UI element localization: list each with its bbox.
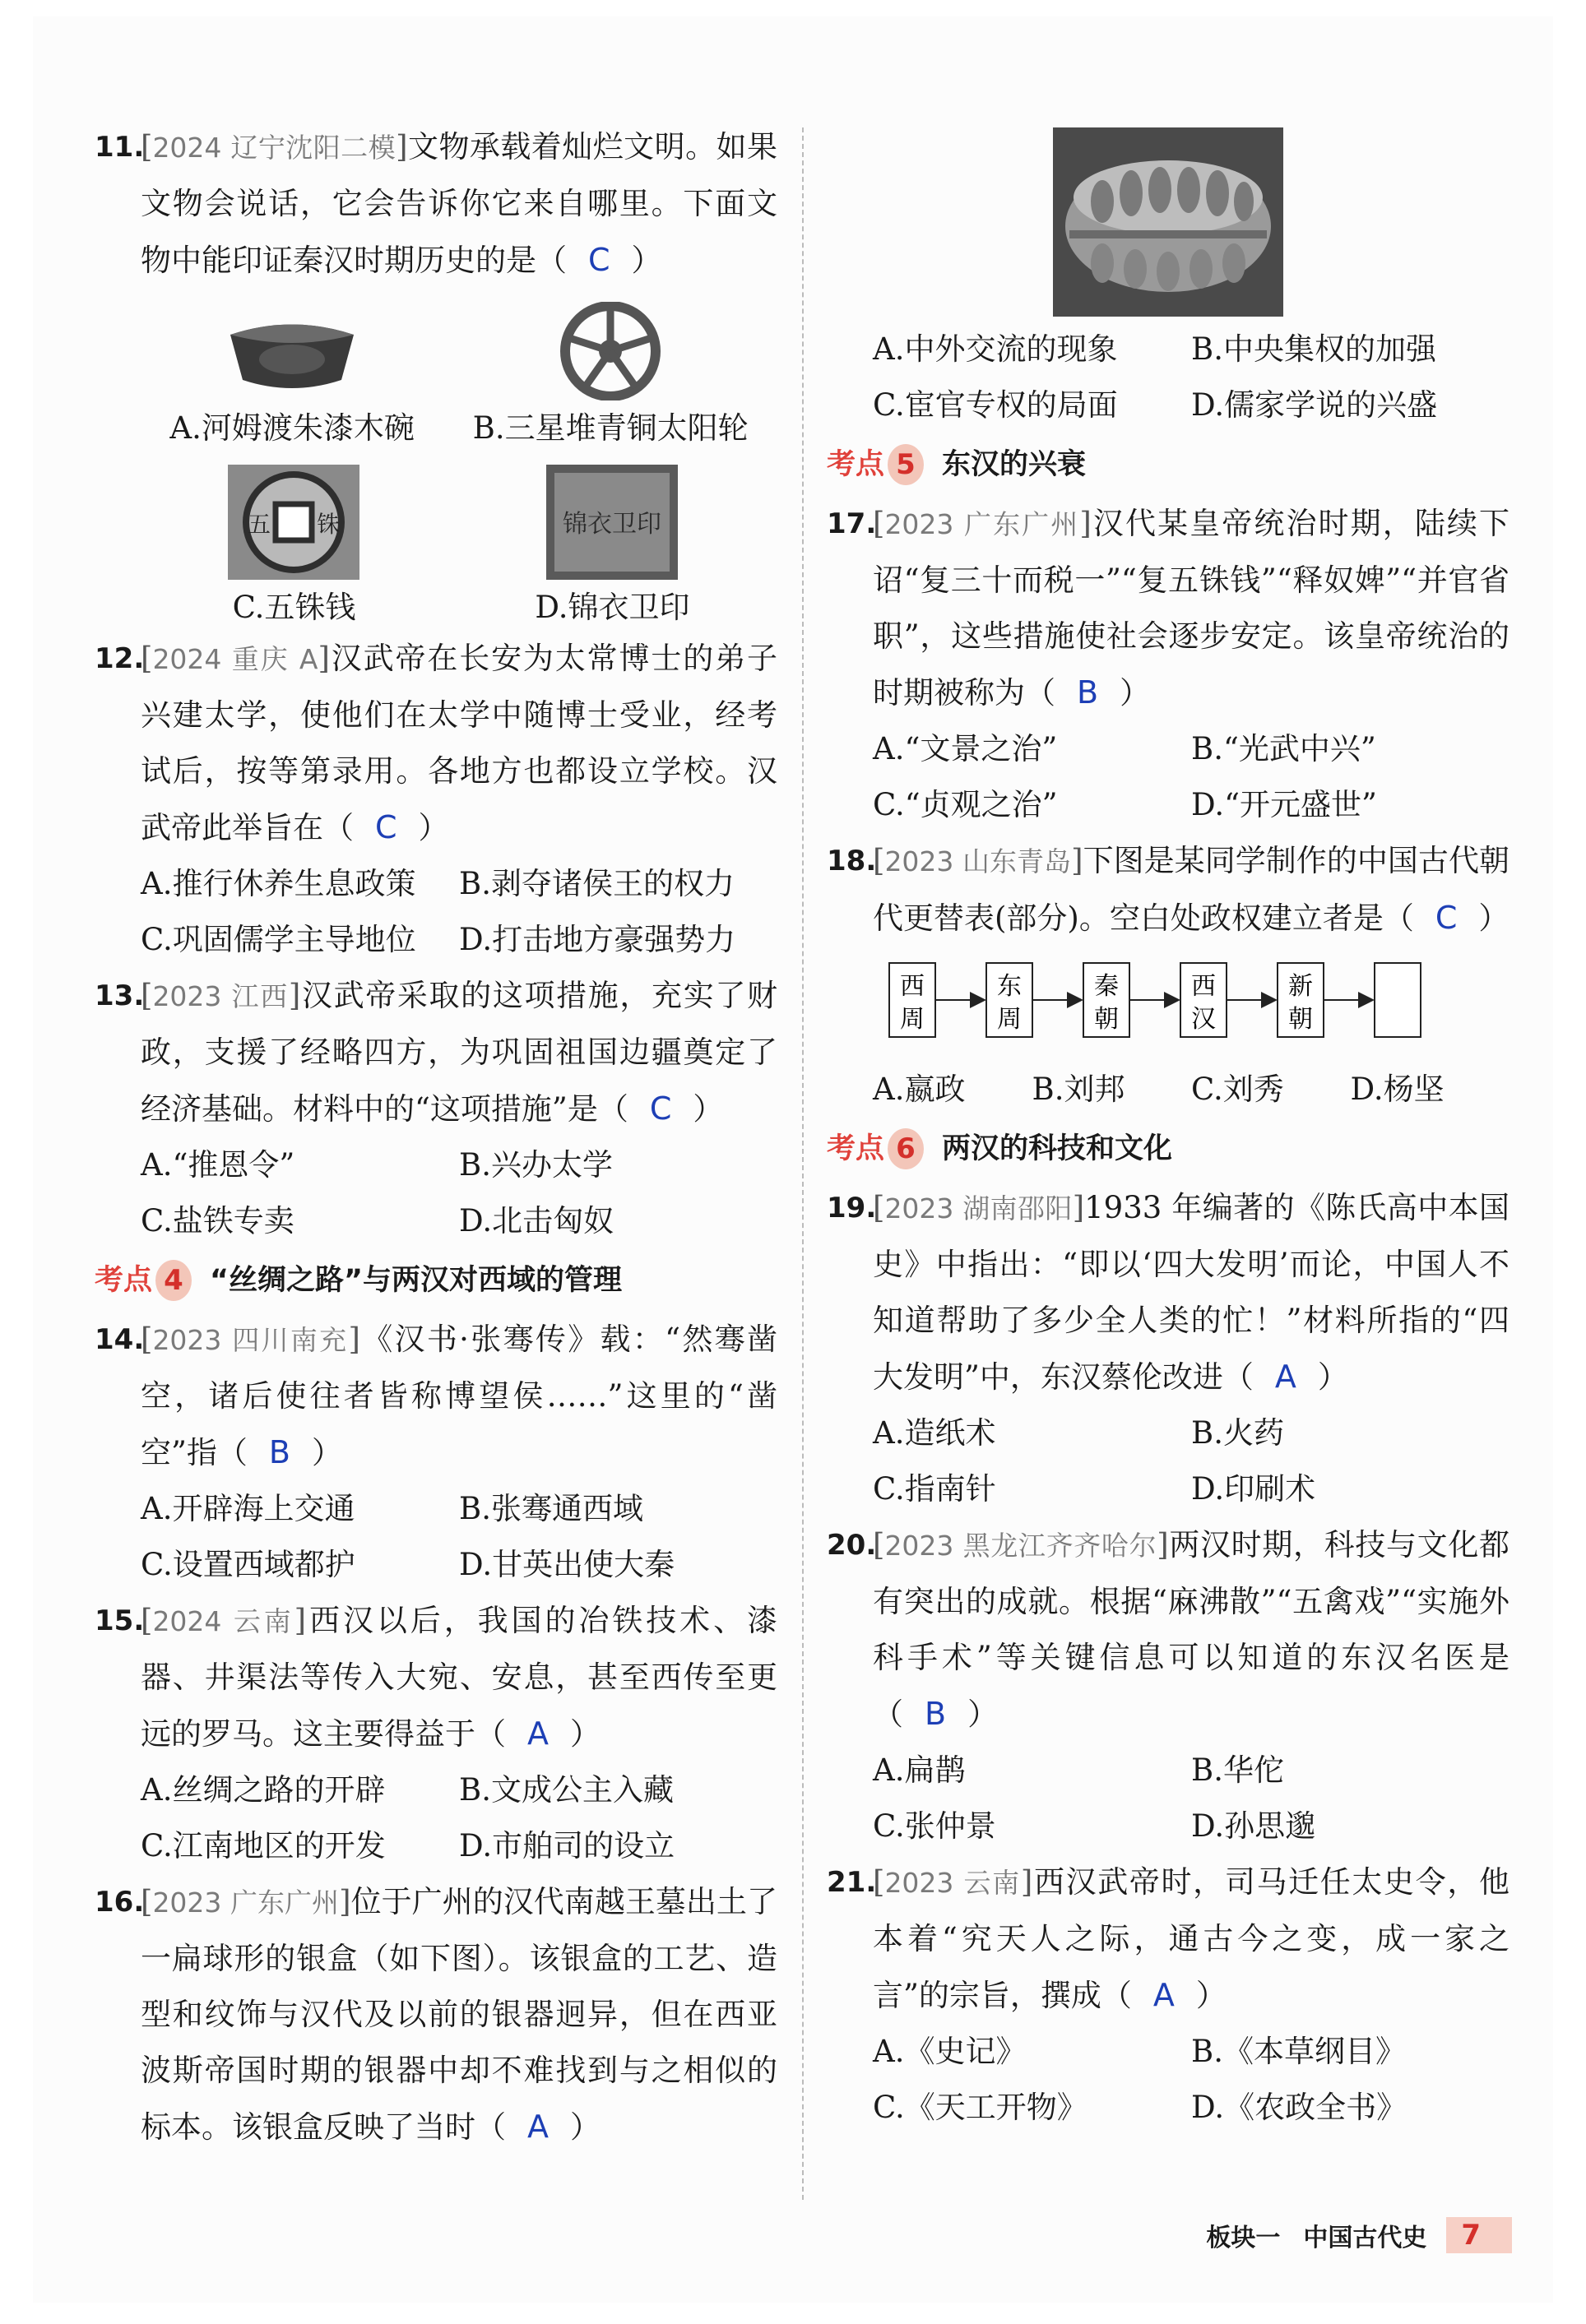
option-c: C.五铢钱	[232, 590, 356, 625]
option-c: C.《天工开物》	[873, 2090, 1087, 2125]
option-a: A.造纸术	[873, 1415, 996, 1451]
svg-text:汉: 汉	[1191, 1005, 1216, 1034]
question-number: 18.	[827, 845, 877, 877]
question-number: 17.	[827, 507, 877, 540]
section-title: 两汉的科技和文化	[942, 1132, 1173, 1165]
option-a: A.“推恩令”	[141, 1147, 295, 1183]
question-source: 2024 重庆 A	[152, 643, 318, 675]
option-c: C.张仲景	[873, 1808, 996, 1844]
section-number-badge: 5	[888, 444, 924, 485]
option-c: C.盐铁专卖	[141, 1203, 294, 1238]
option-d: D.打击地方豪强势力	[459, 922, 736, 957]
section-tag: 考点	[95, 1264, 153, 1297]
bronze-sun-wheel-image	[540, 302, 680, 400]
option-b: B.三星堆青铜太阳轮	[472, 410, 749, 446]
question-source: 2023 云南	[884, 1867, 1021, 1899]
question-number: 16.	[95, 1886, 145, 1919]
answer: B	[268, 1434, 290, 1470]
question-11: 11. [2024 辽宁沈阳二模]文物承载着灿烂文明。如果文物会说话，它会告诉你它来自哪里。下面文物中能印证秦汉时期历史的是（ C ） A.河姆渡朱漆木碗 B.三星堆青铜太阳轮 五 铢 C.五铢钱 锦衣卫印 D.锦衣卫印	[95, 119, 777, 631]
svg-text:秦: 秦	[1094, 972, 1119, 1001]
timeline-box-4	[1180, 963, 1227, 1037]
option-d: D.“开元盛世”	[1191, 787, 1377, 822]
option-c: C.巩固儒学主导地位	[141, 922, 416, 957]
option-b: B.文成公主入藏	[459, 1772, 674, 1808]
question-19: 19. [2023 湖南邵阳]1933 年编著的《陈氏高中本国史》中指出：“即以‘四大发明’而论，中国人不知道帮助了多少全人类的忙！”材料所指的“四大发明”中，东汉蔡伦改进（ A ） A.造纸术 B.火药 C.指南针 D.印刷术	[827, 1180, 1509, 1517]
section-heading-4	[95, 1252, 777, 1308]
section-title: 东汉的兴衰	[942, 448, 1087, 481]
answer: C	[649, 1090, 672, 1127]
section-heading-6	[827, 1121, 1509, 1177]
svg-text:周: 周	[997, 1005, 1022, 1034]
artifact-images-row-2	[141, 465, 777, 631]
option-c: C.宦官专权的局面	[873, 387, 1118, 423]
question-source: 2023 四川南充	[152, 1324, 349, 1356]
option-d: D.孙思邈	[1191, 1808, 1316, 1844]
question-source: 2023 江西	[152, 980, 289, 1012]
option-a: A.中外交流的现象	[873, 331, 1118, 367]
option-a: A.《史记》	[873, 2034, 1027, 2069]
option-d: D.锦衣卫印	[535, 590, 690, 625]
question-16: 16. [2023 广东广州]位于广州的汉代南越王墓出土了一扁球形的银盒（如下图）。该银盒的工艺、造型和纹饰与汉代及以前的银器迥异，但在西亚波斯帝国时期的银器中却不难找到与之相似的标本。该银盒反映了当时（ A ）	[95, 1874, 777, 2155]
option-b: B.张骞通西域	[459, 1491, 643, 1526]
option-b: B.《本草纲目》	[1191, 2034, 1406, 2069]
question-stem: 1933 年编著的《陈氏高中本国史》中指出：“即以‘四大发明’而论，中国人不知道帮助了多少全人类的忙！”材料所指的“四大发明”中，东汉蔡伦改进	[873, 1190, 1509, 1395]
option-c: C.设置西域都护	[141, 1547, 355, 1582]
section-number-badge: 6	[888, 1128, 924, 1169]
question-stem: 《汉书·张骞传》载：“然骞凿空，诸后使往者皆称博望侯……”这里的“凿空”指	[141, 1322, 777, 1470]
section-tag: 考点	[827, 1132, 885, 1165]
option-d: D.北击匈奴	[459, 1203, 614, 1238]
question-12: 12. [2024 重庆 A]汉武帝在长安为太常博士的弟子兴建太学，使他们在太学中随博士受业，经考试后，按等第录用。各地方也都设立学校。汉武帝此举旨在（ C ） A.推行休养生息政策 B.剥夺诸侯王的权力 C.巩固儒学主导地位 D.打击地方豪强势力	[95, 631, 777, 968]
option-c: C.“贞观之治”	[873, 787, 1058, 822]
svg-text:周: 周	[900, 1005, 925, 1034]
svg-text:朝: 朝	[1094, 1005, 1119, 1034]
coin-right-char: 铢	[317, 511, 341, 538]
question-source: 2023 广东广州	[884, 508, 1080, 540]
page-footer	[1206, 2215, 1512, 2256]
timeline-box-2	[986, 963, 1032, 1037]
option-c: C.指南针	[873, 1471, 996, 1507]
question-18: 18. [2023 山东青岛]下图是某同学制作的中国古代朝代更替表(部分)。空白处政权建立者是（ C ） 西 周 东 周 秦 朝 西 汉 新 朝 A.嬴政 B.刘邦 C.刘秀 D.杨坚	[827, 833, 1509, 1118]
svg-text:东: 东	[997, 972, 1022, 1001]
option-b: B.“光武中兴”	[1191, 731, 1376, 766]
question-stem: 位于广州的汉代南越王墓出土了一扁球形的银盒（如下图）。该银盒的工艺、造型和纹饰与汉代及以前的银器迥异，但在西亚波斯帝国时期的银器中却不难找到与之相似的标本。该银盒反映了当时	[141, 1884, 778, 2145]
question-stem: 汉武帝在长安为太常博士的弟子兴建太学，使他们在太学中随博士受业，经考试后，按等第录用。各地方也都设立学校。汉武帝此举旨在	[141, 641, 777, 845]
section-tag: 考点	[827, 448, 885, 481]
timeline-box-blank	[1375, 963, 1421, 1037]
timeline-box-3	[1083, 963, 1129, 1037]
option-d: D.杨坚	[1350, 1072, 1445, 1107]
coin-left-char: 五	[248, 511, 271, 538]
silver-box-image	[1053, 127, 1283, 317]
question-stem: 两汉时期，科技与文化都有突出的成就。根据“麻沸散”“五禽戏”“实施外科手术”等关键信息可以知道的东汉名医是	[873, 1527, 1509, 1675]
option-b: B.华佗	[1191, 1752, 1284, 1788]
answer: C	[375, 809, 397, 845]
question-20: 20. [2023 黑龙江齐齐哈尔]两汉时期，科技与文化都有突出的成就。根据“麻沸散”“五禽戏”“实施外科手术”等关键信息可以知道的东汉名医是（ B ） A.扁鹊 B.华佗 C.张仲景 D.孙思邈	[827, 1517, 1509, 1854]
question-number: 12.	[95, 642, 145, 675]
option-a: A.嬴政	[873, 1072, 966, 1107]
page-number: 7	[1446, 2217, 1512, 2253]
question-stem: 汉武帝采取的这项措施，充实了财政，支援了经略四方，为巩固祖国边疆奠定了经济基础。材料中的“这项措施”是	[141, 978, 777, 1127]
option-b: B.中央集权的加强	[1191, 331, 1436, 367]
question-number: 14.	[95, 1323, 145, 1356]
option-b: B.兴办太学	[459, 1147, 613, 1183]
right-column	[827, 119, 1509, 2136]
option-c: C.刘秀	[1191, 1072, 1284, 1107]
question-number: 19.	[827, 1192, 877, 1224]
option-d: D.甘英出使大秦	[459, 1547, 675, 1582]
answer: B	[925, 1696, 947, 1732]
dynasty-timeline-diagram	[881, 947, 1506, 1062]
question-13: 13. [2023 江西]汉武帝采取的这项措施，充实了财政，支援了经略四方，为巩固祖国边疆奠定了经济基础。材料中的“这项措施”是（ C ） A.“推恩令” B.兴办太学 C.盐铁专卖 D.北击匈奴	[95, 968, 777, 1249]
left-column	[95, 119, 777, 2155]
question-source: 2024 云南	[152, 1605, 294, 1637]
section-number-badge: 4	[155, 1260, 192, 1301]
option-d: D.儒家学说的兴盛	[1191, 387, 1438, 423]
question-21: 21. [2023 云南]西汉武帝时，司马迁任太史令，他本着“究天人之际，通古今之变，成一家之言”的宗旨，撰成（ A ） A.《史记》 B.《本草纲目》 C.《天工开物》 D.《农政全书》	[827, 1854, 1509, 2136]
footer-subject: 中国古代史	[1303, 2224, 1427, 2252]
question-source: 2023 广东广州	[152, 1887, 340, 1919]
answer: C	[1435, 900, 1458, 936]
svg-text:朝: 朝	[1288, 1005, 1313, 1034]
answer: A	[527, 1715, 549, 1752]
option-b: B.火药	[1191, 1415, 1284, 1451]
option-a: A.推行休养生息政策	[141, 866, 416, 901]
column-divider	[802, 127, 804, 2200]
timeline-box-1	[889, 963, 935, 1037]
svg-text:西: 西	[1191, 972, 1216, 1001]
question-stem: 下图是某同学制作的中国古代朝代更替表(部分)。空白处政权建立者是	[873, 843, 1510, 936]
question-stem: 汉代某皇帝统治时期，陆续下诏“复三十而税一”“复五铢钱”“释奴婢”“并官省职”，这些措施使社会逐步安定。该皇帝统治的时期被称为	[873, 506, 1509, 711]
question-source: 2024 辽宁沈阳二模	[152, 132, 396, 164]
question-14: 14. [2023 四川南充]《汉书·张骞传》载：“然骞凿空，诸后使往者皆称博望侯……”这里的“凿空”指（ B ） A.开辟海上交通 B.张骞通西域 C.设置西域都护 D.甘英出使大秦	[95, 1312, 777, 1593]
timeline-box-5	[1278, 963, 1324, 1037]
wuzhu-coin-image	[228, 465, 359, 580]
svg-text:西: 西	[900, 972, 925, 1001]
option-a: A.开辟海上交通	[141, 1491, 355, 1526]
option-c: C.江南地区的开发	[141, 1828, 386, 1863]
seal-text: 锦衣卫印	[563, 510, 662, 539]
option-a: A.河姆渡朱漆木碗	[169, 410, 415, 446]
option-a: A.“文景之治”	[873, 731, 1058, 766]
answer: A	[1152, 1977, 1175, 2013]
answer: B	[1077, 674, 1099, 711]
option-a: A.扁鹊	[873, 1752, 966, 1788]
question-number: 15.	[95, 1604, 145, 1637]
question-source: 2023 山东青岛	[884, 845, 1072, 877]
question-16-options	[827, 322, 1509, 433]
imperial-guard-seal-image	[546, 465, 678, 580]
lacquer-bowl-image	[222, 310, 362, 400]
question-15: 15. [2024 云南]西汉以后，我国的冶铁技术、漆器、井渠法等传入大宛、安息，甚至西传至更远的罗马。这主要得益于（ A ） A.丝绸之路的开辟 B.文成公主入藏 C.江南地区的开发 D.市舶司的设立	[95, 1593, 777, 1874]
section-title: “丝绸之路”与两汉对西域的管理	[210, 1264, 623, 1297]
answer: C	[588, 242, 610, 278]
question-source: 2023 湖南邵阳	[884, 1192, 1073, 1224]
option-d: D.印刷术	[1191, 1471, 1316, 1507]
artifact-images-row-1	[141, 302, 777, 451]
option-d: D.市舶司的设立	[459, 1828, 675, 1863]
option-a: A.丝绸之路的开辟	[141, 1772, 386, 1808]
option-d: D.《农政全书》	[1191, 2090, 1407, 2125]
dynasty-timeline	[873, 947, 1509, 1062]
question-stem: 西汉以后，我国的冶铁技术、漆器、井渠法等传入大宛、安息，甚至西传至更远的罗马。这主要得益于	[141, 1603, 777, 1752]
answer: A	[1274, 1359, 1296, 1395]
question-number: 11.	[95, 131, 145, 164]
section-heading-5	[827, 437, 1509, 493]
silver-box-figure	[827, 127, 1509, 317]
question-number: 13.	[95, 979, 145, 1012]
question-17: 17. [2023 广东广州]汉代某皇帝统治时期，陆续下诏“复三十而税一”“复五铢钱”“释奴婢”“并官省职”，这些措施使社会逐步安定。该皇帝统治的时期被称为（ B ） A.“文景之治” B.“光武中兴” C.“贞观之治” D.“开元盛世”	[827, 496, 1509, 833]
answer: A	[527, 2109, 549, 2145]
question-number: 21.	[827, 1866, 877, 1899]
option-b: B.剥夺诸侯王的权力	[459, 866, 735, 901]
footer-module: 板块一	[1206, 2224, 1281, 2252]
svg-text:新: 新	[1288, 972, 1313, 1001]
question-stem: 西汉武帝时，司马迁任太史令，他本着“究天人之际，通古今之变，成一家之言”的宗旨，撰成	[873, 1864, 1509, 2013]
question-source: 2023 黑龙江齐齐哈尔	[884, 1530, 1157, 1562]
option-b: B.刘邦	[1032, 1072, 1125, 1107]
question-stem: 文物承载着灿烂文明。如果文物会说话，它会告诉你它来自哪里。下面文物中能印证秦汉时期历史的是	[141, 129, 777, 278]
question-number: 20.	[827, 1529, 877, 1562]
